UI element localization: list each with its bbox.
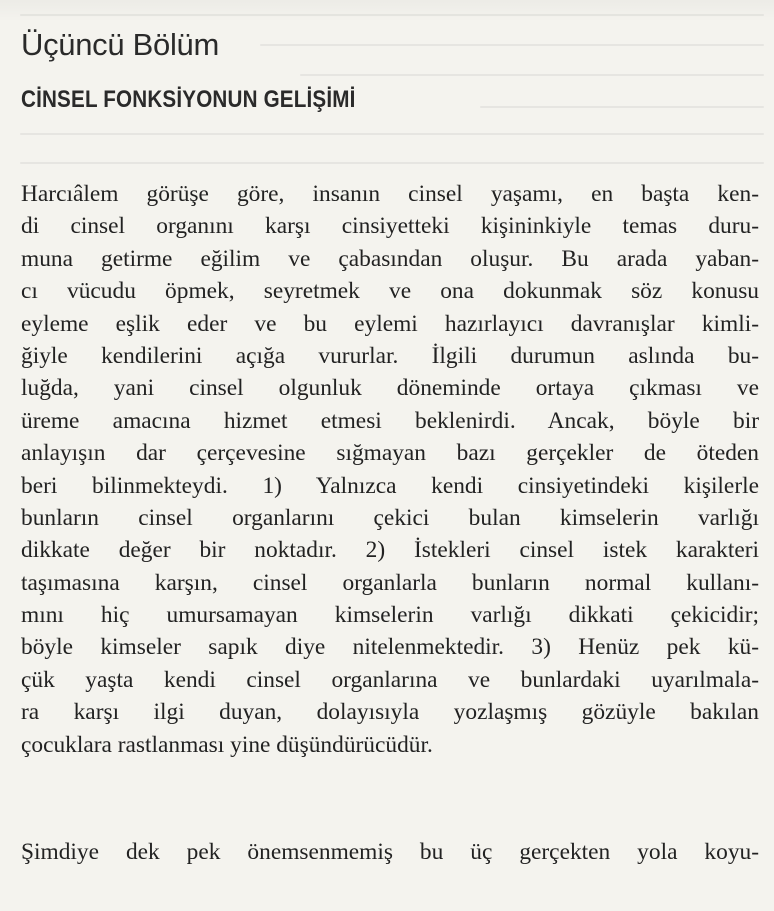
bleed-through-line [480,106,764,108]
text-line: dikkate değer bir noktadır. 2) İstekleri cinsel istek karakteri [21,537,759,564]
bleed-through-line [20,14,764,16]
text-line: beri bilinmekteydi. 1) Yalnızca kendi cinsiyetindeki kişilerle [21,472,759,499]
text-line: ğiyle kendilerini açığa vururlar. İlgili durumun aslında bu- [21,342,759,369]
section-title: CİNSEL FONKSİYONUN GELİŞİMİ [21,86,356,113]
text-line: bunların cinsel organlarını çekici bulan kimselerin varlığı [21,504,759,531]
bleed-through-line [260,44,764,46]
text-line: mını hiç umursamayan kimselerin varlığı dikkati çekicidir; [21,602,759,629]
text-line: taşımasına karşın, cinsel organlarla bunların normal kullanı- [21,569,759,596]
text-line: di cinsel organını karşı cinsiyetteki kişininkiyle temas duru- [21,213,759,240]
text-line: Harcıâlem görüşe göre, insanın cinsel yaşamı, en başta ken- [21,181,759,207]
bleed-through-line [20,162,764,164]
chapter-label: Üçüncü Bölüm [21,27,219,62]
text-line: Şimdiye dek pek önemsenmemiş bu üç gerçekten yola koyu- [21,839,759,865]
text-line: eyleme eşlik eder ve bu eylemi hazırlayıcı davranışlar kimli- [21,310,759,337]
text-line: çocuklara rastlanması yine düşündürücüdür. [21,731,433,758]
bleed-through-line [300,74,764,76]
text-line: anlayışın dar çerçevesine sığmayan bazı gerçekler de öteden [21,440,759,467]
bleed-through-line [20,133,764,135]
paragraph-2 [21,836,759,868]
text-line: luğda, yani cinsel olgunluk döneminde ortaya çıkması ve [21,375,759,402]
text-line: ra karşı ilgi duyan, dolayısıyla yozlaşmış gözüyle bakılan [21,699,759,726]
text-line: çük yaşta kendi cinsel organlarına ve bunlardaki uyarılmala- [21,666,759,693]
paragraph-1 [21,178,759,761]
text-line: böyle kimseler sapık diye nitelenmektedir. 3) Henüz pek kü- [21,634,759,661]
text-line: muna getirme eğilim ve çabasından oluşur. Bu arada yaban- [21,245,759,272]
text-line: üreme amacına hizmet etmesi beklenirdi. Ancak, böyle bir [21,407,759,434]
text-line: cı vücudu öpmek, seyretmek ve ona dokunmak söz konusu [21,278,759,305]
